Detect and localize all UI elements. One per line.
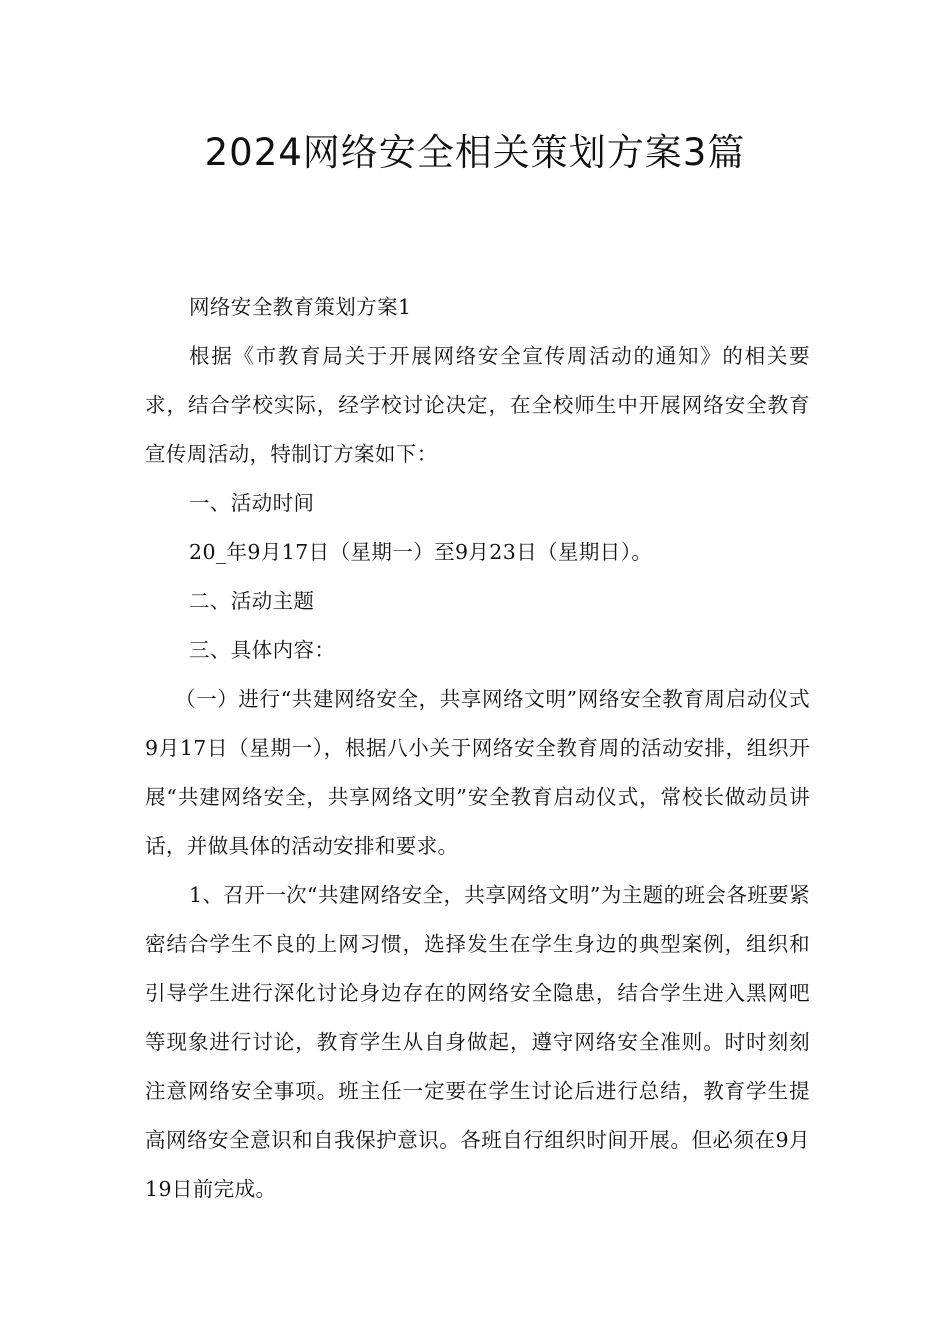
content-subitem-1-paragraph: 1、召开一次“共建网络安全，共享网络文明”为主题的班会各班要紧密结合学生不良的上网习惯，选择发生在学生身边的典型案例，组织和引导学生进行深化讨论身边存在的网络安全隐患，结合学生进入黑网吧等现象进行讨论，教育学生从自身做起，遵守网络安全准则。时时刻刻注意网络安全事项。班主任一定要在学生讨论后进行总结，教育学生提高网络安全意识和自我保护意识。各班自行组织时间开展。但必须在9月19日前完成。 [145, 883, 810, 1201]
section-heading: 网络安全教育策划方案1 [189, 295, 412, 319]
heading-activity-theme: 二、活动主题 [189, 589, 315, 613]
heading-specific-content: 三、具体内容： [189, 638, 336, 662]
heading-activity-time: 一、活动时间 [189, 491, 315, 515]
intro-paragraph: 根据《市教育局关于开展网络安全宣传周活动的通知》的相关要求，结合学校实际，经学校讨论决定，在全校师生中开展网络安全教育宣传周活动，特制订方案如下： [145, 344, 810, 466]
activity-date-text: 20_年9月17日（星期一）至9月23日（星期日）。 [189, 540, 653, 564]
document-body [145, 283, 810, 1214]
content-item-1-paragraph: （一）进行“共建网络安全，共享网络文明”网络安全教育周启动仪式9月17日（星期一），根据八小关于网络安全教育周的活动安排，组织开展“共建网络安全，共享网络文明”安全教育启动仪式，常校长做动员讲话，并做具体的活动安排和要求。 [145, 687, 810, 858]
document-title: 2024网络安全相关策划方案3篇 [204, 131, 746, 174]
